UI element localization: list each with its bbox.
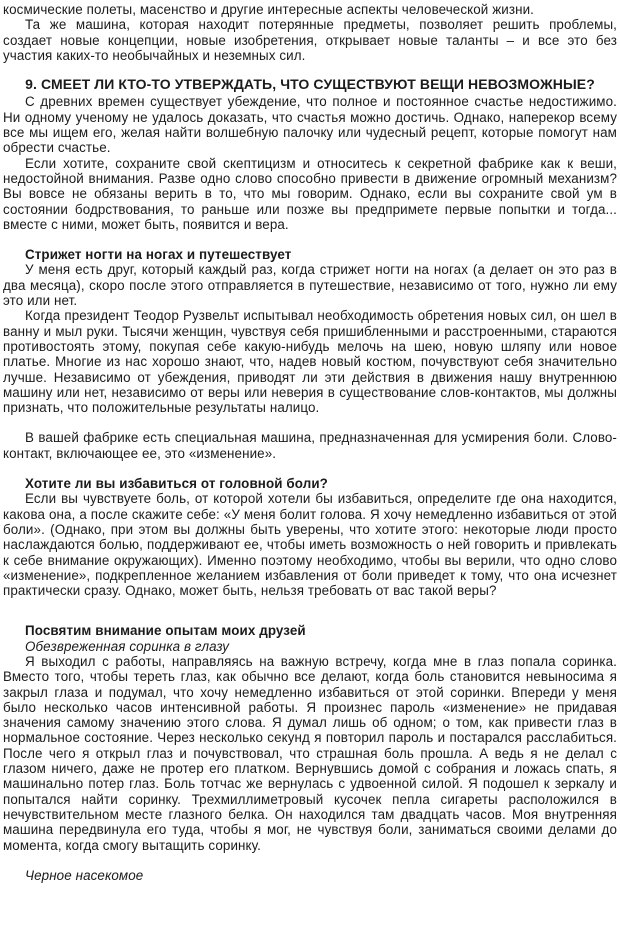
chapter-heading: 9. СМЕЕТ ЛИ КТО-ТО УТВЕРЖДАТЬ, ЧТО СУЩЕСТВУЮТ ВЕЩИ НЕВОЗМОЖНЫЕ? [25,76,595,93]
story-title-speck-in-eye: Обезвреженная соринка в глазу [25,638,230,654]
section-heading-headache: Хотите ли вы избавиться от головной боли? [25,476,328,492]
body-text-continuation: космические полеты, масенство и другие интересные аспекты человеческой жизни. [3,2,534,17]
paragraph-headache-method: Если вы чувствуете боль, от которой хотели бы избавиться, определите где она находится, какова она, а после скажите себе: «У меня болит голова. Я хочу немедленно избавиться от этой боли». (Однако, при этом вы должны быть уверены, что хотите этого: некоторые люди просто наслаждаются болью, поддерживают ее, чтобы иметь возможность о ней говорить и привлекать к себе внимание окружающих). Именно поэтому необходимо, чтобы вы верили, что одно слово «изменение», подкрепленное желанием избавления от боли приведет к тому, что она исчезнет практически сразу. Однако, может быть, нельзя требовать от вас такой веры? [3,491,617,599]
paragraph-pain-machine: В вашей фабрике есть специальная машина, предназначенная для усмирения боли. Слово-контакт, включающее ее, это «изменение». [3,430,617,461]
paragraph-ancient-belief: С древних времен существует убеждение, что полное и постоянное счастье недостижимо. Ни одному ученому не удалось доказать, что счастья можно достичь. Однако, наперекор всему все мы ищем его, желая найти волшебную палочку или чудесный рецепт, которые помогут нам обрести счастье. [3,94,617,156]
paragraph-roosevelt: Когда президент Теодор Рузвельт испытывал необходимость обретения новых сил, он шел в ванну и мыл руки. Тысячи женщин, чувствуя себя пришибленными и расстроенными, стараются противостоять этому, покупая себе какую-нибудь мелочь на шею, новую шляпу или новое платье. Многие из нас хорошо знают, что, надев новый костюм, почувствуют себя значительно лучше. Независимо от убеждения, приводят ли эти действия в движения нашу внутреннюю машину или нет, независимо от веры или неверия в существование слов-контактов, мы должны признать, что положительные результаты налицо. [3,308,617,416]
section-heading-nail-trimming: Стрижет ногти на ногах и путешествует [25,247,292,263]
story-title-black-insect: Черное насекомое [25,867,144,883]
paragraph-friend-travels: У меня есть друг, который каждый раз, когда стрижет ногти на ногах (а делает он это раз в два месяца), скоро после этого отправляется в путешествие, независимо от того, нужно ли ему это или нет. [3,262,617,309]
paragraph-speck-story: Я выходил с работы, направляясь на важную встречу, когда мне в глаз попала соринка. Вместо того, чтобы тереть глаз, как обычно все делают, когда боль становится невыносима я закрыл глаза и подумал, что хочу немедленно избавиться от этой соринки. Впереди у меня было несколько часов интенсивной работы. Я произнес пароль «изменение» не придавая значения самому значению этого слова. Я думал лишь об одном; о том, как привести глаз в нормальное состояние. Через несколько секунд я повторил пароль и постарался расслабиться. После чего я открыл глаз и почувствовал, что страшная боль прошла. А ведь я не делал с глазом ничего, даже не протер его платком. Вернувшись домой с собрания и ложась спать, я машинально потер глаз. Боль тотчас же вернулась с удвоенной силой. Я подошел к зеркалу и попытался найти соринку. Трехмиллиметровый кусочек пепла сигареты расположился в нечувствительном месте глазного белка. Он находился там двадцать часов. Моя внутренняя машина передвинула его туда, чтобы я мог, не чувствуя боли, заниматься своими делами до момента, когда смогу вытащить соринку. [3,653,617,853]
paragraph-same-machine: Та же машина, которая находит потерянные предметы, позволяет решить проблемы, создает новые концепции, новые изобретения, открывает новые таланты – и все это без участия каких-то необычайных и неземных сил. [3,17,617,63]
paragraph-keep-skepticism: Если хотите, сохраните свой скептицизм и относитесь к секретной фабрике как к веши, недостойной внимания. Разве одно слово способно привести в движение огромный механизм? Вы вовсе не обязаны верить в то, что мы говорим. Однако, если вы сохраните свой ум в состоянии бодрствования, то раньше или позже вы предпримете первые попытки и тогда... вместе с ними, может быть, появится и вера. [3,155,617,232]
section-heading-friends-experiences: Посвятим внимание опытам моих друзей [25,623,306,639]
